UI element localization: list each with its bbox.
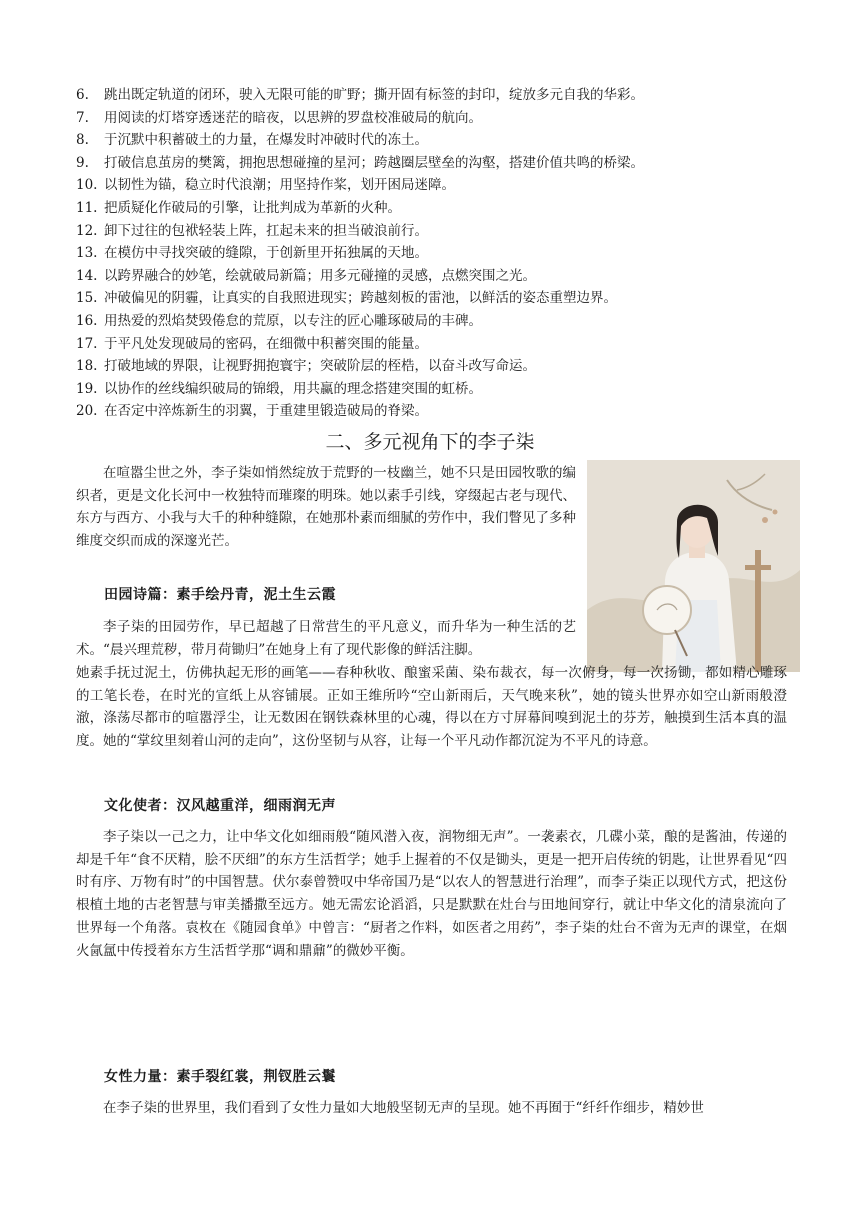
intro-paragraph: 在喧嚣尘世之外，李子柒如悄然绽放于荒野的一枝幽兰，她不只是田园牧歌的编织者，更是文化长河中一枚独特而璀璨的明珠。她以素手引线，穿缀起古老与现代、东方与西方、小我与大千的种种缝隙，在她那朴素而细腻的劳作中，我们瞥见了多种维度交织而成的深邃光芒。: [76, 465, 576, 550]
list-item: 17. 于平凡处发现破局的密码，在细微中积蓄突围的能量。: [76, 335, 428, 352]
list-item: 18. 打破地域的界限，让视野拥抱寰宇；突破阶层的桎梏，以奋斗改写命运。: [76, 358, 536, 375]
paragraph-women: 在李子柒的世界里，我们看到了女性力量如大地般坚韧无声的呈现。她不再囿于“纤纤作细步，精妙世: [103, 1100, 704, 1116]
list-item: 6. 跳出既定轨道的闭环，驶入无限可能的旷野；撕开固有标签的封印，绽放多元自我的华彩。: [76, 87, 644, 103]
subheading-culture: 文化使者：汉风越重洋，细雨润无声: [104, 798, 336, 814]
list-item: 13. 在模仿中寻找突破的缝隙，于创新里开拓独属的天地。: [76, 245, 428, 262]
list-item: 19. 以协作的丝线编织破局的锦缎，用共赢的理念搭建突围的虹桥。: [76, 380, 482, 397]
paragraph-culture: 李子柒以一己之力，让中华文化如细雨般“随风潜入夜，润物细无声”。一袭素衣，几碟小菜，酿的是酱油，传递的却是千年“食不厌精，脍不厌细”的东方生活哲学；她手上握着的不仅是锄头，更是一把开启传统的钥匙，让世界看见“四时有序、万物有时”的中国智慧。伏尔泰曾赞叹中华帝国乃是“以农人的智慧进行治理”，而李子柒正以现代方式，把这份根植土地的古老智慧与审美播撒至远方。她无需宏论滔滔，只是默默在灶台与田地间穿行，就让中华文化的清泉流向了世界每一个角落。袁枚在《随园食单》中曾言：“厨者之作料，如医者之用药”，李子柒的灶台不啻为无声的课堂，在烟火氤氲中传授着东方生活哲学那“调和鼎鼐”的微妙平衡。: [76, 829, 787, 959]
list-item: 8. 于沉默中积蓄破土的力量，在爆发时冲破时代的冻土。: [76, 132, 428, 149]
list-item: 11. 把质疑化作破局的引擎，让批判成为革新的火种。: [76, 199, 401, 216]
paragraph-pastoral: 她素手抚过泥土，仿佛执起无形的画笔——春种秋收、酿蜜采菌、染布裁衣，每一次俯身，每一次扬锄，都如精心雕琢的工笔长卷，在时光的宣纸上从容铺展。正如王维所吟“空山新雨后，天气晚来秋”，她的镜头世界亦如空山新雨般澄澈，涤荡尽都市的喧嚣浮尘，让无数困在钢铁森林里的心魂，得以在方寸屏幕间嗅到泥土的芬芳，触摸到生活本真的温度。她的“掌纹里刻着山河的走向”，这份坚韧与从容，让每一个平凡动作都沉淀为不平凡的诗意。: [76, 665, 787, 750]
paragraph-pastoral-top: 李子柒的田园劳作，早已超越了日常营生的平凡意义，而升华为一种生活的艺术。“晨兴理荒秽，带月荷锄归”在她身上有了现代影像的鲜活注脚。: [76, 619, 576, 658]
list-item: 15. 冲破偏见的阴霾，让真实的自我照进现实；跨越刻板的雷池，以鲜活的姿态重塑边界。: [76, 290, 617, 307]
list-item: 20. 在否定中淬炼新生的羽翼，于重建里锻造破局的脊梁。: [76, 403, 428, 420]
portrait-photo: [587, 460, 800, 672]
subheading-women: 女性力量：素手裂红裳，荆钗胜云鬟: [104, 1069, 336, 1085]
list-item: 14. 以跨界融合的妙笔，绘就破局新篇；用多元碰撞的灵感，点燃突围之光。: [76, 267, 536, 284]
list-item: 9. 打破信息茧房的樊篱，拥抱思想碰撞的星河；跨越圈层壁垒的沟壑，搭建价值共鸣的桥梁。: [76, 154, 644, 171]
list-item: 10. 以韧性为锚，稳立时代浪潮；用坚持作桨，划开困局迷障。: [76, 177, 455, 194]
section-title: 二、多元视角下的李子柒: [325, 431, 535, 453]
list-item: 16. 用热爱的烈焰焚毁倦怠的荒原，以专注的匠心雕琢破局的丰碑。: [76, 312, 482, 329]
list-item: 12. 卸下过往的包袱轻装上阵，扛起未来的担当破浪前行。: [76, 222, 428, 239]
list-item: 7. 用阅读的灯塔穿透迷茫的暗夜，以思辨的罗盘校准破局的航向。: [76, 109, 482, 126]
subheading-pastoral: 田园诗篇：素手绘丹青，泥土生云霞: [104, 587, 336, 603]
numbered-list: [76, 84, 796, 423]
